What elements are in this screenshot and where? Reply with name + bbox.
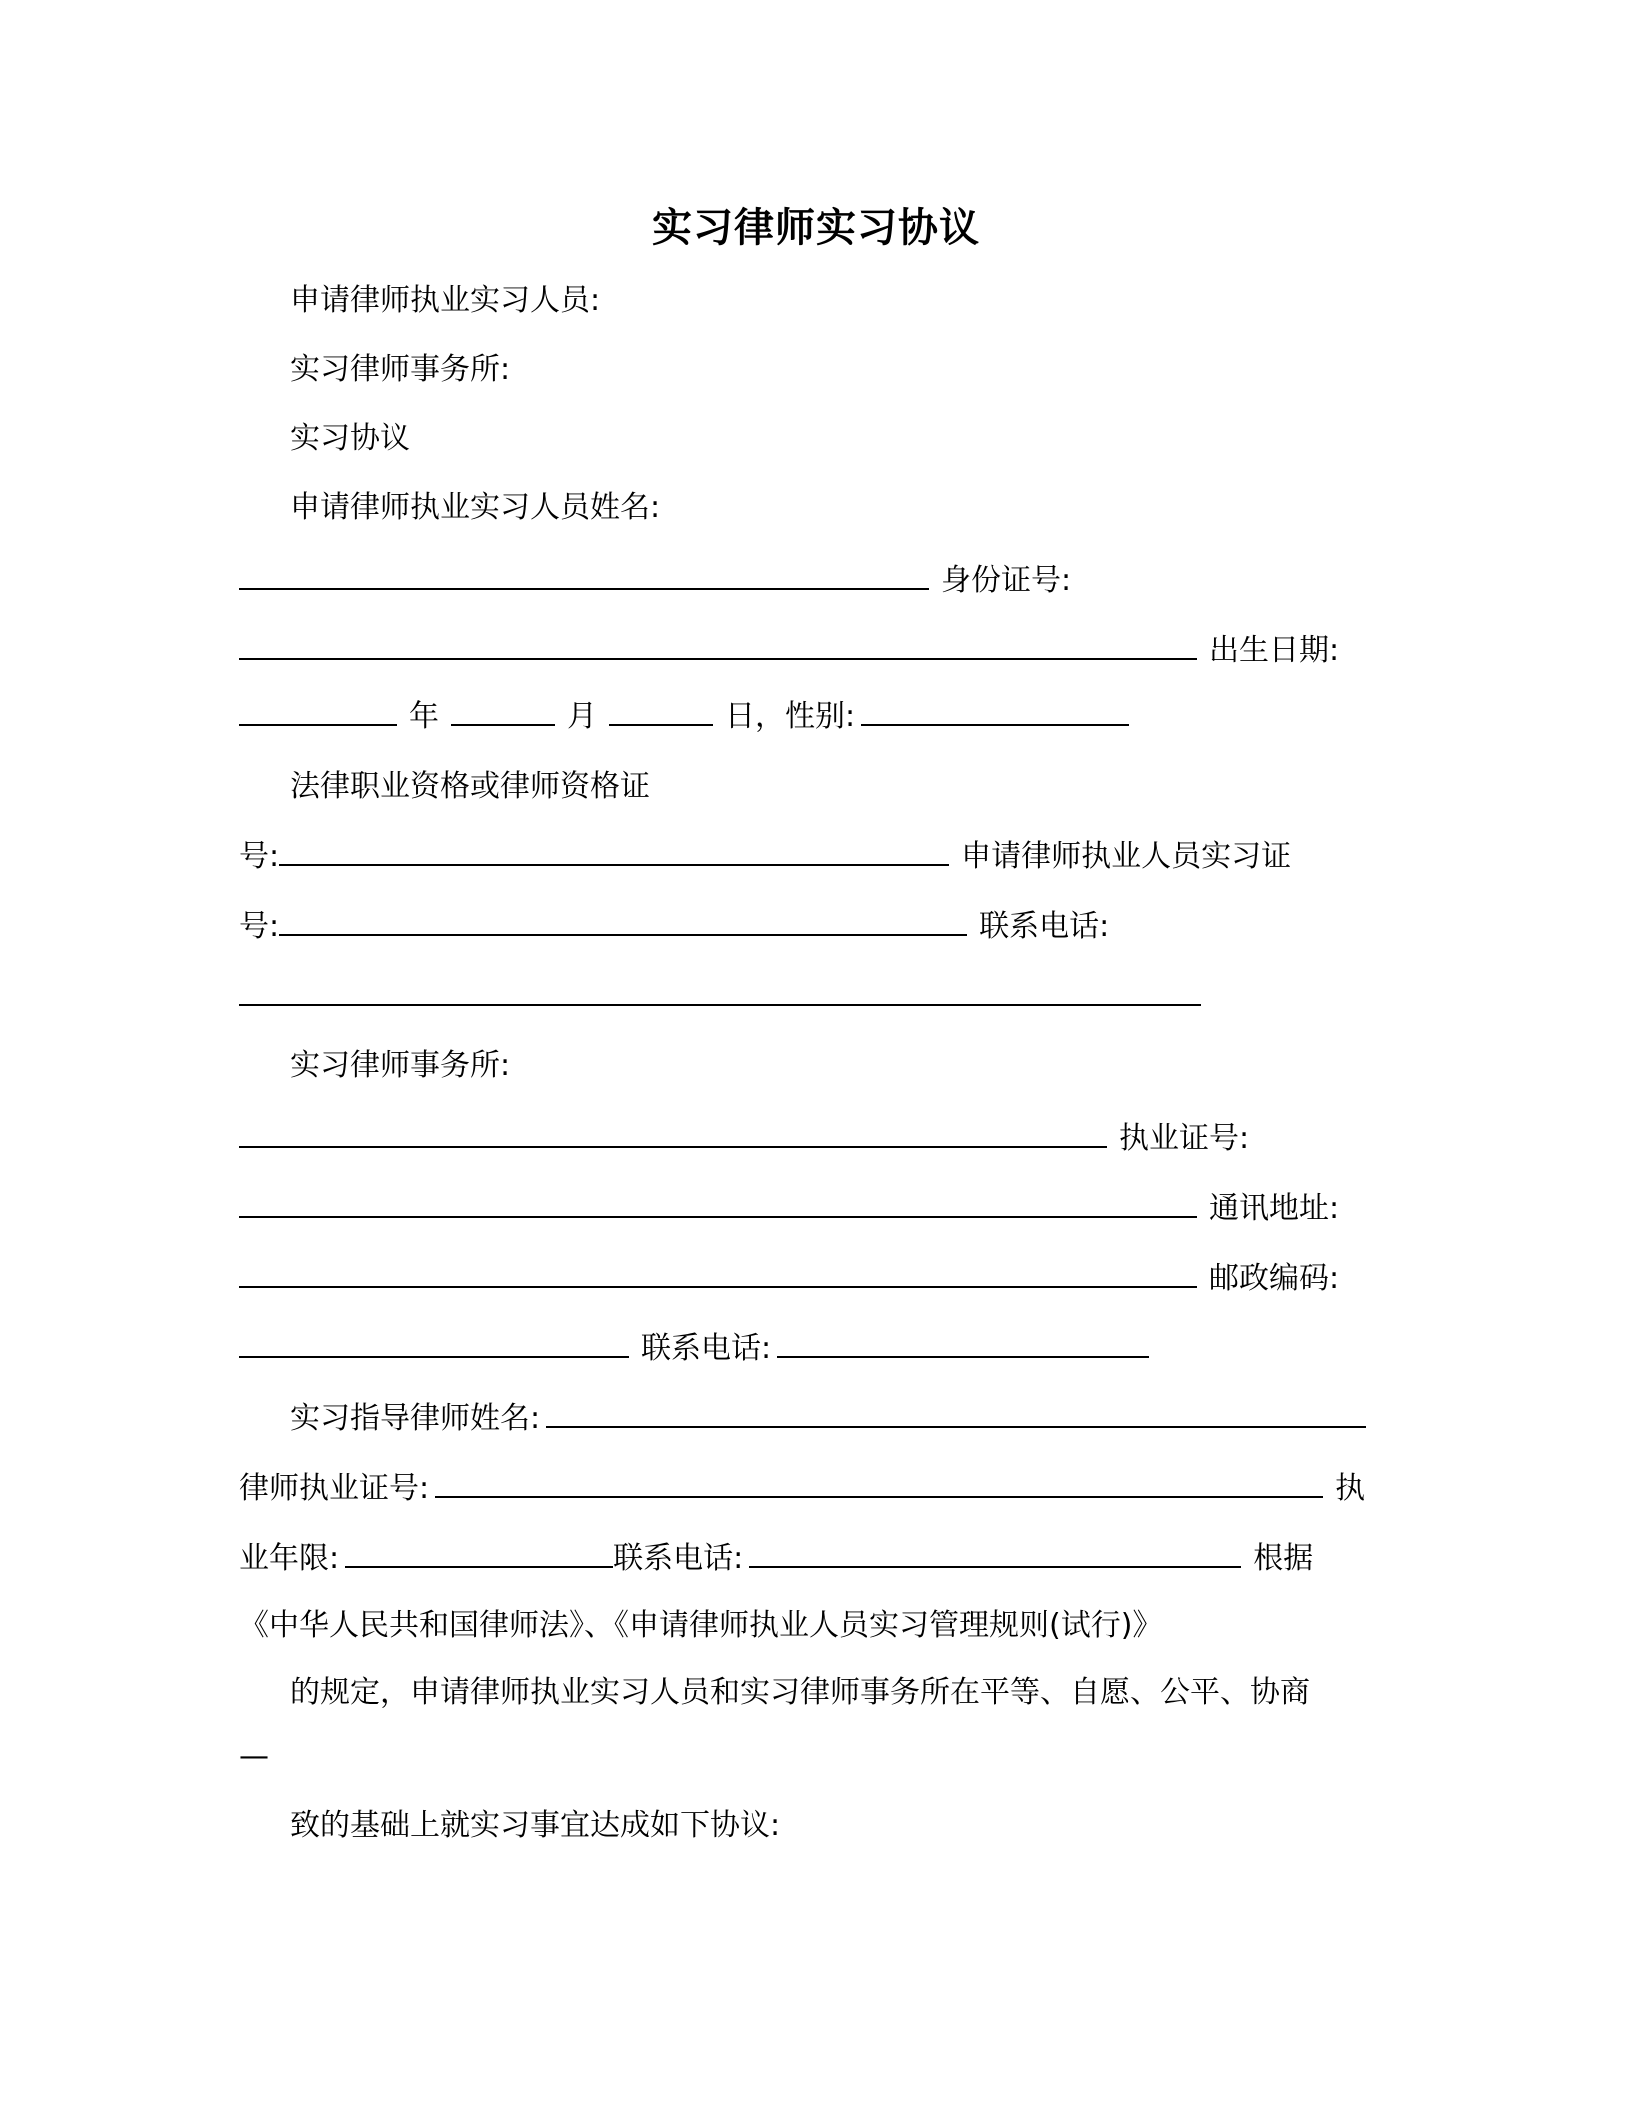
practice-license-label: 执业证号:	[1119, 1121, 1250, 1156]
day-gender-label: 日，性别:	[725, 699, 856, 734]
postal-code-label: 邮政编码:	[1209, 1261, 1340, 1296]
address-label: 通讯地址:	[1209, 1191, 1340, 1226]
applicant-phone-blank[interactable]	[239, 974, 1201, 1006]
birth-year-blank[interactable]	[239, 694, 397, 726]
qualification-cert-row	[239, 834, 1291, 880]
intern-cert-row	[239, 904, 1109, 950]
cert-number-prefix: 号:	[239, 839, 280, 874]
law-firm-section-label: 实习律师事务所:	[290, 1048, 511, 1083]
supervisor-name-blank[interactable]	[546, 1396, 1366, 1428]
address-row	[239, 1256, 1339, 1302]
month-label: 月	[567, 699, 597, 734]
id-number-row	[239, 628, 1339, 674]
cert-number-prefix-2: 号:	[239, 909, 280, 944]
intern-cert-label: 申请律师执业人员实习证	[961, 839, 1292, 874]
supervisor-name-label: 实习指导律师姓名:	[290, 1401, 541, 1436]
applicant-phone-row	[239, 974, 1213, 1020]
supervisor-years-row	[239, 1536, 1313, 1582]
postal-phone-row	[239, 1326, 1161, 1372]
agreement-preamble-line: 的规定，申请律师执业实习人员和实习律师事务所在平等、自愿、公平、协商	[290, 1675, 1310, 1710]
practice-years-blank[interactable]	[345, 1536, 613, 1568]
practice-license-row	[239, 1186, 1339, 1232]
qualification-cert-blank[interactable]	[279, 834, 949, 866]
document-title: 实习律师实习协议	[652, 205, 980, 251]
name-blank[interactable]	[239, 558, 929, 590]
firm-phone-label: 联系电话:	[641, 1331, 772, 1366]
name-row	[239, 558, 1071, 604]
agreement-intro-line: 致的基础上就实习事宜达成如下协议:	[290, 1808, 781, 1843]
supervisor-license-tail: 执	[1335, 1471, 1366, 1506]
id-number-label: 身份证号:	[941, 563, 1072, 598]
qualification-cert-label: 法律职业资格或律师资格证	[290, 769, 650, 804]
postal-code-blank[interactable]	[239, 1326, 629, 1358]
supervisor-license-row	[239, 1466, 1365, 1512]
intern-cert-blank[interactable]	[279, 904, 967, 936]
intern-applicant-label: 申请律师执业实习人员:	[290, 283, 601, 318]
birth-month-blank[interactable]	[451, 694, 555, 726]
year-label: 年	[409, 699, 439, 734]
applicant-phone-label: 联系电话:	[979, 909, 1110, 944]
supervisor-name-row	[290, 1396, 1366, 1442]
applicant-name-label: 申请律师执业实习人员姓名:	[290, 490, 661, 525]
gender-blank[interactable]	[861, 694, 1129, 726]
firm-phone-blank[interactable]	[777, 1326, 1149, 1358]
supervisor-phone-blank[interactable]	[749, 1536, 1241, 1568]
birth-date-label: 出生日期:	[1209, 633, 1340, 668]
birth-gender-row	[239, 694, 1141, 740]
practice-license-blank[interactable]	[239, 1186, 1197, 1218]
supervisor-phone-label: 联系电话:	[613, 1541, 744, 1576]
firm-name-blank[interactable]	[239, 1116, 1107, 1148]
law-firm-label: 实习律师事务所:	[290, 352, 511, 387]
legal-basis-line: 《中华人民共和国律师法》、《申请律师执业人员实习管理规则(试行)》	[239, 1608, 1163, 1643]
supervisor-license-label: 律师执业证号:	[239, 1471, 430, 1506]
basis-label: 根据	[1253, 1541, 1314, 1576]
address-blank[interactable]	[239, 1256, 1197, 1288]
practice-years-label: 业年限:	[239, 1541, 340, 1576]
agreement-heading: 实习协议	[290, 421, 410, 456]
firm-name-row	[239, 1116, 1249, 1162]
preamble-dash: —	[239, 1739, 269, 1774]
supervisor-license-blank[interactable]	[435, 1466, 1323, 1498]
birth-day-blank[interactable]	[609, 694, 713, 726]
id-number-blank[interactable]	[239, 628, 1197, 660]
